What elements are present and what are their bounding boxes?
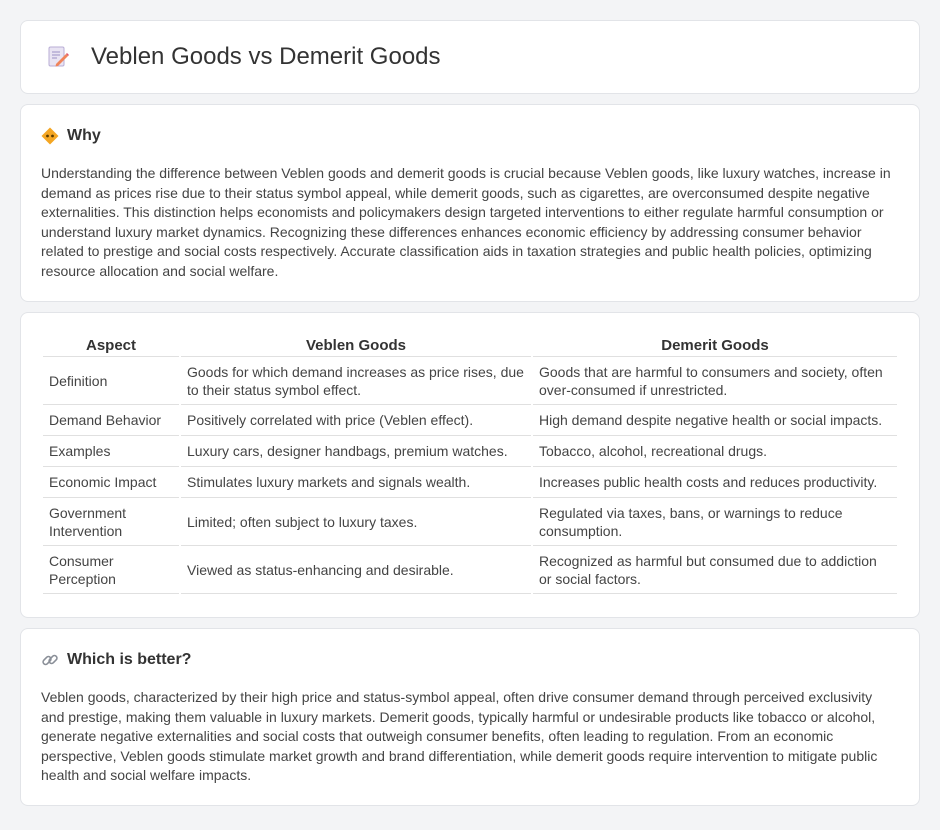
table-header-aspect: Aspect — [43, 331, 179, 357]
which-is-better-section — [20, 628, 920, 806]
why-text: Understanding the difference between Veblen goods and demerit goods is crucial because Veblen goods, like luxury watches, increase in demand as prices rise due to their status symbol appeal, while demerit goods, such as cigarettes, are overconsumed despite negative externalities. This distinction helps economists and policymakers design targeted interventions to either regulate harmful consumption or understand luxury market dynamics. Recognizing these differences enhances economic efficiency by addressing consumer behavior related to prestige and social costs respectively. Accurate classification aids in taxation strategies and public health policies, optimizing resource allocation and social welfare. — [41, 165, 891, 279]
table-row — [43, 546, 897, 594]
document-pencil-icon — [45, 44, 71, 70]
page-title: Veblen Goods vs Demerit Goods — [91, 43, 441, 70]
table-row — [43, 357, 897, 405]
better-text: Veblen goods, characterized by their high price and status-symbol appeal, often drive consumer demand through perceived exclusivity and prestige, making them valuable in luxury markets. Demerit goods, typically harmful or undesirable products like tobacco or alcohol, generate negative externalities and social costs that outweigh consumer benefits, often leading to regulation. From an economic perspective, Veblen goods stimulate market growth and brand differentiation, while demerit goods require intervention to mitigate public health and social welfare impacts. — [41, 689, 878, 783]
table-cell-aspect: Examples — [43, 436, 179, 467]
better-title: Which is better? — [67, 651, 192, 668]
why-title: Why — [67, 127, 101, 144]
table-cell-demerit: Regulated via taxes, bans, or warnings to reduce consumption. — [533, 498, 897, 546]
table-cell-aspect: Demand Behavior — [43, 405, 179, 436]
table-cell-aspect: Government Intervention — [43, 498, 179, 546]
why-section — [20, 104, 920, 302]
header-card — [20, 20, 920, 94]
table-cell-veblen: Luxury cars, designer handbags, premium watches. — [181, 436, 531, 467]
table-cell-demerit: Increases public health costs and reduces productivity. — [533, 467, 897, 498]
table-cell-demerit: Recognized as harmful but consumed due to addiction or social factors. — [533, 546, 897, 594]
table-cell-demerit: Tobacco, alcohol, recreational drugs. — [533, 436, 897, 467]
link-icon — [41, 651, 59, 669]
table-row — [43, 436, 897, 467]
table-header-demerit: Demerit Goods — [533, 331, 897, 357]
better-heading — [41, 651, 899, 669]
table-cell-aspect: Economic Impact — [43, 467, 179, 498]
table-cell-veblen: Goods for which demand increases as price rises, due to their status symbol effect. — [181, 357, 531, 405]
table-cell-aspect: Definition — [43, 357, 179, 405]
table-header-veblen: Veblen Goods — [181, 331, 531, 357]
table-cell-aspect: Consumer Perception — [43, 546, 179, 594]
comparison-table-section — [20, 312, 920, 618]
table-header-row — [43, 331, 897, 357]
table-row — [43, 467, 897, 498]
table-cell-veblen: Limited; often subject to luxury taxes. — [181, 498, 531, 546]
table-cell-veblen: Positively correlated with price (Veblen effect). — [181, 405, 531, 436]
table-row — [43, 498, 897, 546]
table-row — [43, 405, 897, 436]
diamond-sign-icon — [41, 127, 59, 145]
table-cell-veblen: Viewed as status-enhancing and desirable. — [181, 546, 531, 594]
table-cell-demerit: Goods that are harmful to consumers and society, often over-consumed if unrestricted. — [533, 357, 897, 405]
table-cell-veblen: Stimulates luxury markets and signals wealth. — [181, 467, 531, 498]
comparison-table — [41, 331, 899, 594]
table-cell-demerit: High demand despite negative health or social impacts. — [533, 405, 897, 436]
why-heading — [41, 127, 899, 145]
